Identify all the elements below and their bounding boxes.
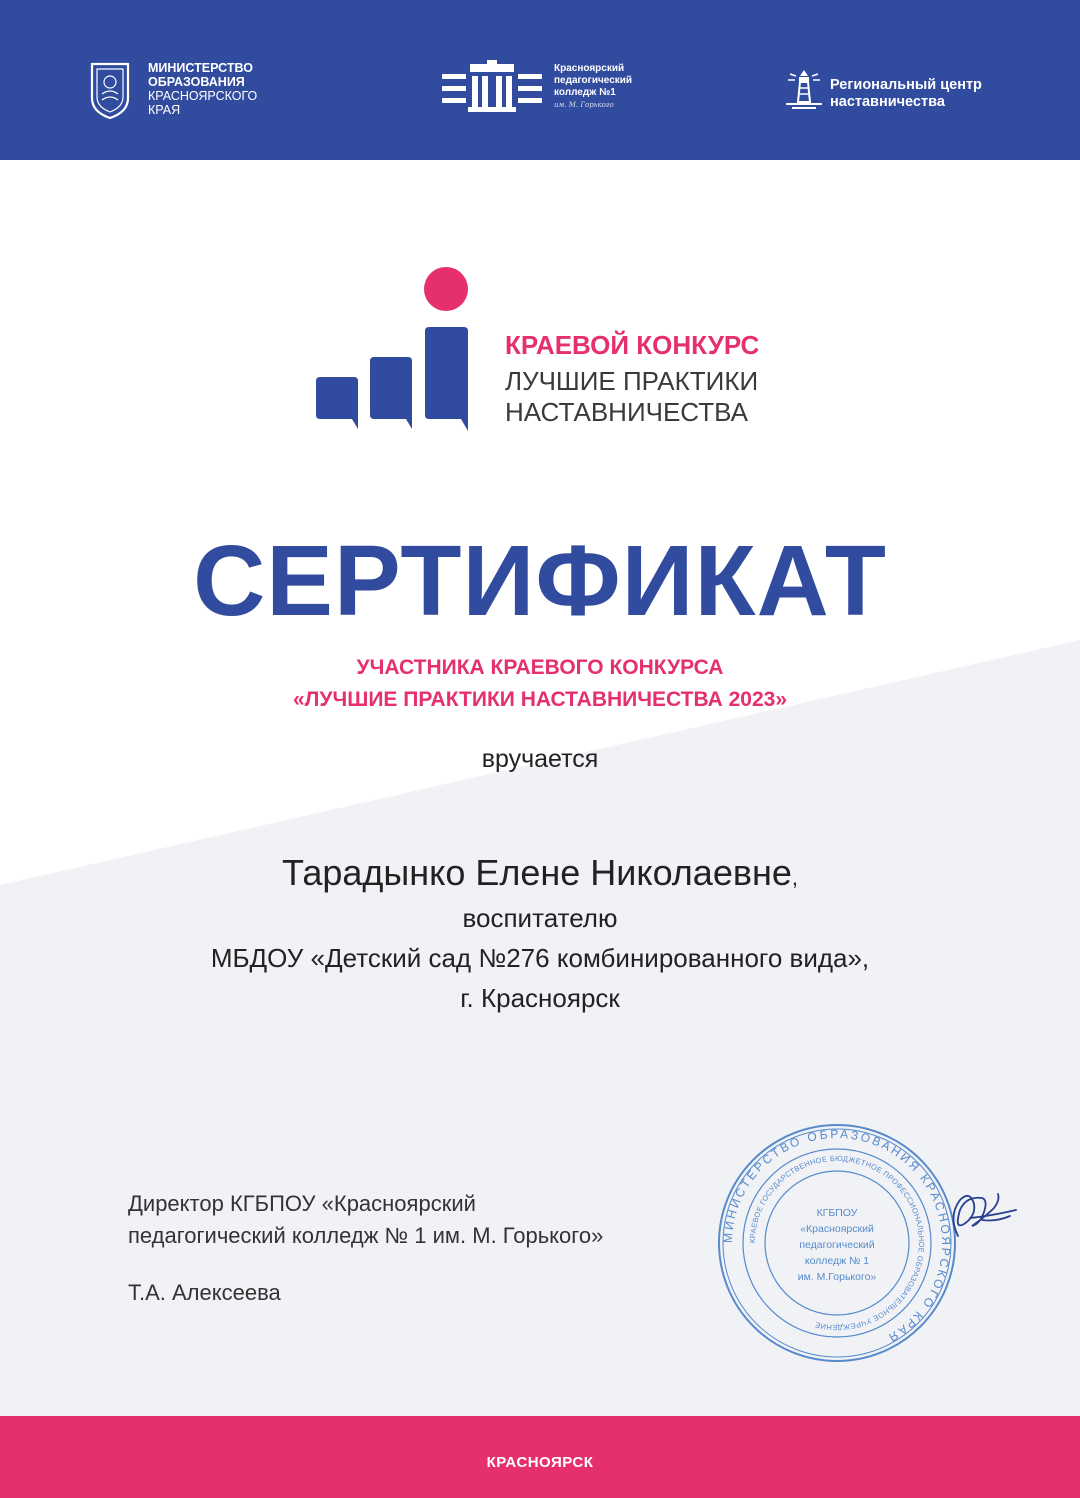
recipient-details xyxy=(0,898,1080,1018)
stamp-outer-text: МИНИСТЕРСТВО ОБРАЗОВАНИЯ КРАСНОЯРСКОГО КРАЯ xyxy=(720,1126,954,1346)
signatory-title xyxy=(128,1188,603,1252)
recipient-position: воспитателю xyxy=(462,903,618,933)
official-stamp xyxy=(712,1118,962,1368)
recipient-city: г. Красноярск xyxy=(460,983,620,1013)
awarded-text: вручается xyxy=(481,745,599,773)
college-line-2: педагогический xyxy=(554,75,633,86)
college-line-3: колледж №1 xyxy=(554,87,616,98)
stamp-line-2: «Красноярский xyxy=(800,1223,874,1235)
signatory-line-1: Директор КГБПОУ «Красноярский xyxy=(128,1191,476,1216)
recipient-name-comma: , xyxy=(791,865,798,890)
mentoring-center-name xyxy=(830,77,982,111)
contest-subtitle-line-1: ЛУЧШИЕ ПРАКТИКИ xyxy=(505,366,759,396)
signatory-line-2: педагогический колледж № 1 им. М. Горького» xyxy=(128,1223,604,1248)
ministry-line-1: МИНИСТЕРСТВО xyxy=(148,61,253,75)
lighthouse-icon xyxy=(782,66,826,110)
ministry-name xyxy=(148,61,257,117)
center-line-2: наставничества xyxy=(830,94,945,110)
recipient-name: Тарадынко Елене Николаевне xyxy=(281,852,792,893)
stamp-line-5: им. М.Горького» xyxy=(797,1271,877,1283)
header-bar xyxy=(0,0,1080,160)
footer-city: КРАСНОЯРСК xyxy=(486,1454,594,1471)
contest-subtitle xyxy=(505,366,758,428)
signatory-name: Т.А. Алексеева xyxy=(128,1280,281,1305)
college-line-4: им. М. Горького xyxy=(554,101,614,109)
participant-line-1: УЧАСТНИКА КРАЕВОГО КОНКУРСА xyxy=(356,656,724,679)
college-line-1: Красноярский xyxy=(554,63,625,74)
certificate-title: СЕРТИФИКАТ xyxy=(193,525,887,637)
college-name xyxy=(554,63,632,111)
contest-logo-icon xyxy=(312,265,477,435)
contest-subtitle-line-2: НАСТАВНИЧЕСТВА xyxy=(505,397,748,427)
coat-of-arms-icon xyxy=(88,60,132,120)
ministry-line-3: КРАСНОЯРСКОГО xyxy=(148,89,258,103)
stamp-inner-text: КРАЕВОЕ ГОСУДАРСТВЕННОЕ БЮДЖЕТНОЕ ПРОФЕССИОНАЛЬНОЕ ОБРАЗОВАТЕЛЬНОЕ УЧРЕЖДЕНИЕ xyxy=(747,1153,927,1333)
recipient-organization: МБДОУ «Детский сад №276 комбинированного вида», xyxy=(210,943,870,973)
stamp-line-4: колледж № 1 xyxy=(804,1255,870,1267)
stamp-line-3: педагогический xyxy=(799,1239,875,1251)
contest-title: КРАЕВОЙ КОНКУРС xyxy=(505,330,760,360)
participant-line-2: «ЛУЧШИЕ ПРАКТИКИ НАСТАВНИЧЕСТВА 2023» xyxy=(293,688,787,711)
center-line-1: Региональный центр xyxy=(830,77,982,93)
participant-heading xyxy=(0,652,1080,716)
handwritten-signature xyxy=(930,1186,1020,1246)
college-building-icon xyxy=(442,60,542,112)
stamp-line-1: КГБПОУ xyxy=(816,1207,858,1219)
recipient-name-line xyxy=(0,852,1080,894)
ministry-line-4: КРАЯ xyxy=(148,103,181,117)
ministry-line-2: ОБРАЗОВАНИЯ xyxy=(148,75,245,89)
